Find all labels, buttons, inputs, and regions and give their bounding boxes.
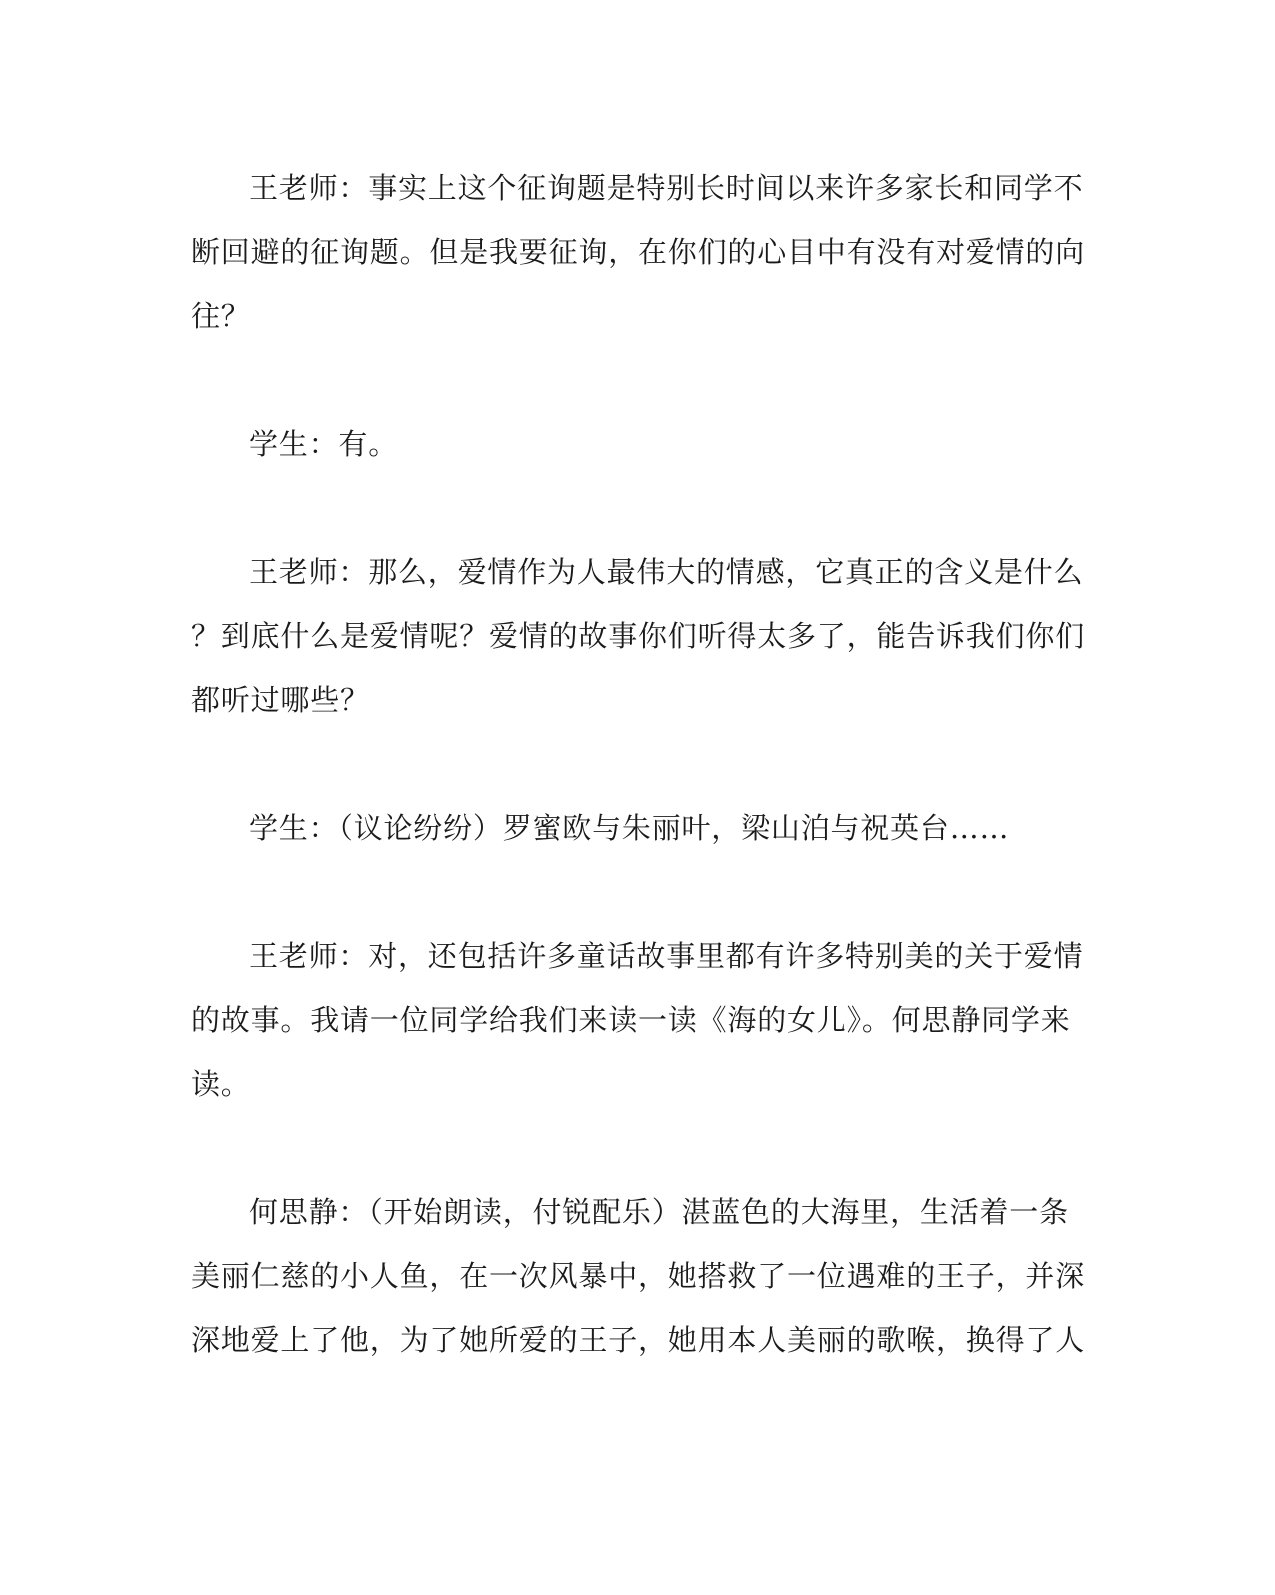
paragraph-reading <box>191 1180 1086 1372</box>
paragraph-teacher-question <box>191 156 1086 348</box>
paragraph-line: 读。 <box>191 1067 251 1101</box>
paragraph-line: 学生：有。 <box>249 427 399 461</box>
paragraph-line: 王老师：事实上这个征询题是特别长时间以来许多家长和同学不 <box>249 171 1084 205</box>
paragraph-teacher-fairy-tale <box>191 924 1084 1116</box>
paragraph-line: 往？ <box>191 299 251 333</box>
paragraph-teacher-love-meaning <box>191 540 1086 732</box>
paragraph-line: 王老师：那么，爱情作为人最伟大的情感，它真正的含义是什么 <box>249 555 1084 589</box>
paragraph-line: 的故事。我请一位同学给我们来读一读《海的女儿》。何思静同学来 <box>191 1003 1071 1037</box>
paragraph-line: ？到底什么是爱情呢？爱情的故事你们听得太多了，能告诉我们你们 <box>191 619 1086 653</box>
paragraph-line: 美丽仁慈的小人鱼，在一次风暴中，她搭救了一位遇难的王子，并深 <box>191 1259 1086 1293</box>
paragraph-line: 王老师：对，还包括许多童话故事里都有许多特别美的关于爱情 <box>249 939 1084 973</box>
paragraph-line: 都听过哪些？ <box>191 683 370 717</box>
paragraph-student-answer <box>191 412 1061 476</box>
paragraph-line: 深地爱上了他，为了她所爱的王子，她用本人美丽的歌喉，换得了人 <box>191 1323 1086 1357</box>
paragraph-line: 学生：（议论纷纷）罗蜜欧与朱丽叶，梁山泊与祝英台…… <box>249 811 1010 845</box>
paragraph-student-discussion <box>191 796 1061 860</box>
paragraph-line: 断回避的征询题。但是我要征询，在你们的心目中有没有对爱情的向 <box>191 235 1086 269</box>
paragraph-line: 何思静：（开始朗读，付锐配乐）湛蓝色的大海里，生活着一条 <box>249 1195 1069 1229</box>
